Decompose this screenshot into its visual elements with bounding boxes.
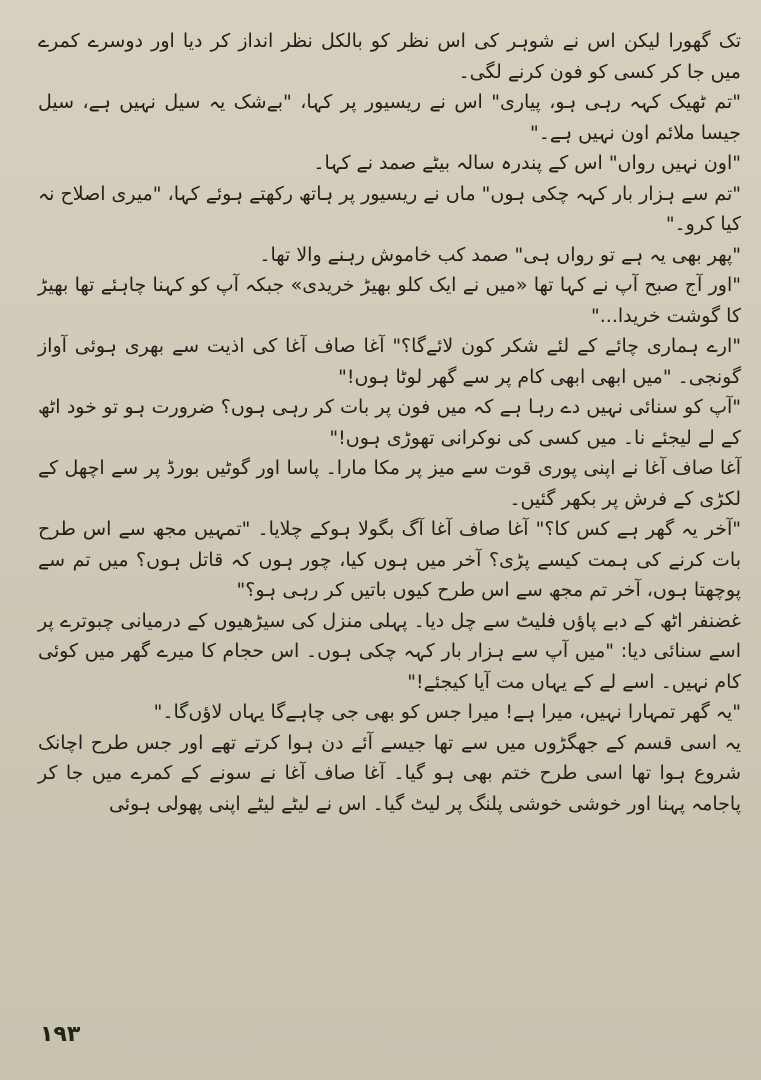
page-number: ۱۹۳ [40,1022,81,1047]
paragraph: "آپ کو سنائی نہیں دے رہا ہے کہ میں فون پر بات کر رہی ہوں؟ ضرورت ہو تو خود اٹھ کے لے لیجئے نا۔ میں کسی کی نوکرانی تھوڑی ہوں!" [38,396,741,449]
paragraph: "پھر بھی یہ ہے تو رواں ہی" صمد کب خاموش رہنے والا تھا۔ [259,243,741,266]
paragraph: یہ اسی قسم کے جھگڑوں میں سے تھا جیسے آئے دن ہوا کرتے تھے اور جس طرح اچانک شروع ہوا تھا اسی طرح ختم بھی ہو گیا۔ آغا صاف آغا نے سونے کے کمرے میں جا کر پاجامہ پہنا اور خوشی خوشی پلنگ پر لیٹ گیا۔ اس نے لیٹے لیٹے اپنی پھولی ہوئی [38,731,741,815]
paragraph: "آخر یہ گھر ہے کس کا؟" آغا صاف آغا آگ بگولا ہوکے چلایا۔ "تمہیں مجھ سے اس طرح بات کرنے کی ہمت کیسے پڑی؟ آخر میں ہوں کیا، چور ہوں کہ قاتل ہوں؟ میں تم سے پوچھتا ہوں، آخر تم مجھ سے اس طرح کیوں باتیں کر رہی ہو؟" [38,518,741,601]
paragraph: "اور آج صبح آپ نے کہا تھا «میں نے ایک کلو بھیڑ خریدی» جبکہ آپ کو کہنا چاہئے تھا بھیڑ کا گوشت خریدا..." [38,274,741,327]
paragraph: "ارے ہماری چائے کے لئے شکر کون لائےگا؟" آغا صاف آغا کی اذیت سے بھری ہوئی آواز گونجی۔ "میں ابھی ابھی کام پر سے گھر لوٹا ہوں!" [38,335,741,388]
paragraph: "تم ٹھیک کہہ رہی ہو، پیاری" اس نے ریسیور پر کہا، "بےشک یہ سیل نہیں ہے، سیل جیسا ملائم اون نہیں ہے۔" [38,91,741,144]
paragraph: تک گھورا لیکن اس نے شوہر کی اس نظر کو بالکل نظر انداز کر دیا اور دوسرے کمرے میں جا کر کسی کو فون کرنے لگی۔ [38,30,741,83]
paragraph: غضنفر اٹھ کے دبے پاؤں فلیٹ سے چل دیا۔ پہلی منزل کی سیڑھیوں کے درمیانی چبوترے پر اسے سنائی دیا: "میں آپ سے ہزار بار کہہ چکی ہوں۔ اس حجام کا میرے گھر میں کوئی کام نہیں۔ اسے لے کے یہاں مت آیا کیجئے!" [38,609,741,693]
paragraph: آغا صاف آغا نے اپنی پوری قوت سے میز پر مکا مارا۔ پاسا اور گوٹیں بورڈ پر سے اچھل کے لکڑی کے فرش پر بکھر گئیں۔ [38,457,741,510]
paragraph: "تم سے ہزار بار کہہ چکی ہوں" ماں نے ریسیور پر ہاتھ رکھتے ہوئے کہا، "میری اصلاح نہ کیا کرو۔" [38,182,741,235]
paragraph: "یہ گھر تمہارا نہیں، میرا ہے! میرا جس کو بھی جی چاہےگا یہاں لاؤں‌گا۔" [153,701,741,723]
body-text [38,26,741,819]
paragraph: "اون نہیں رواں" اس کے پندرہ سالہ بیٹے صمد نے کہا۔ [313,152,741,174]
